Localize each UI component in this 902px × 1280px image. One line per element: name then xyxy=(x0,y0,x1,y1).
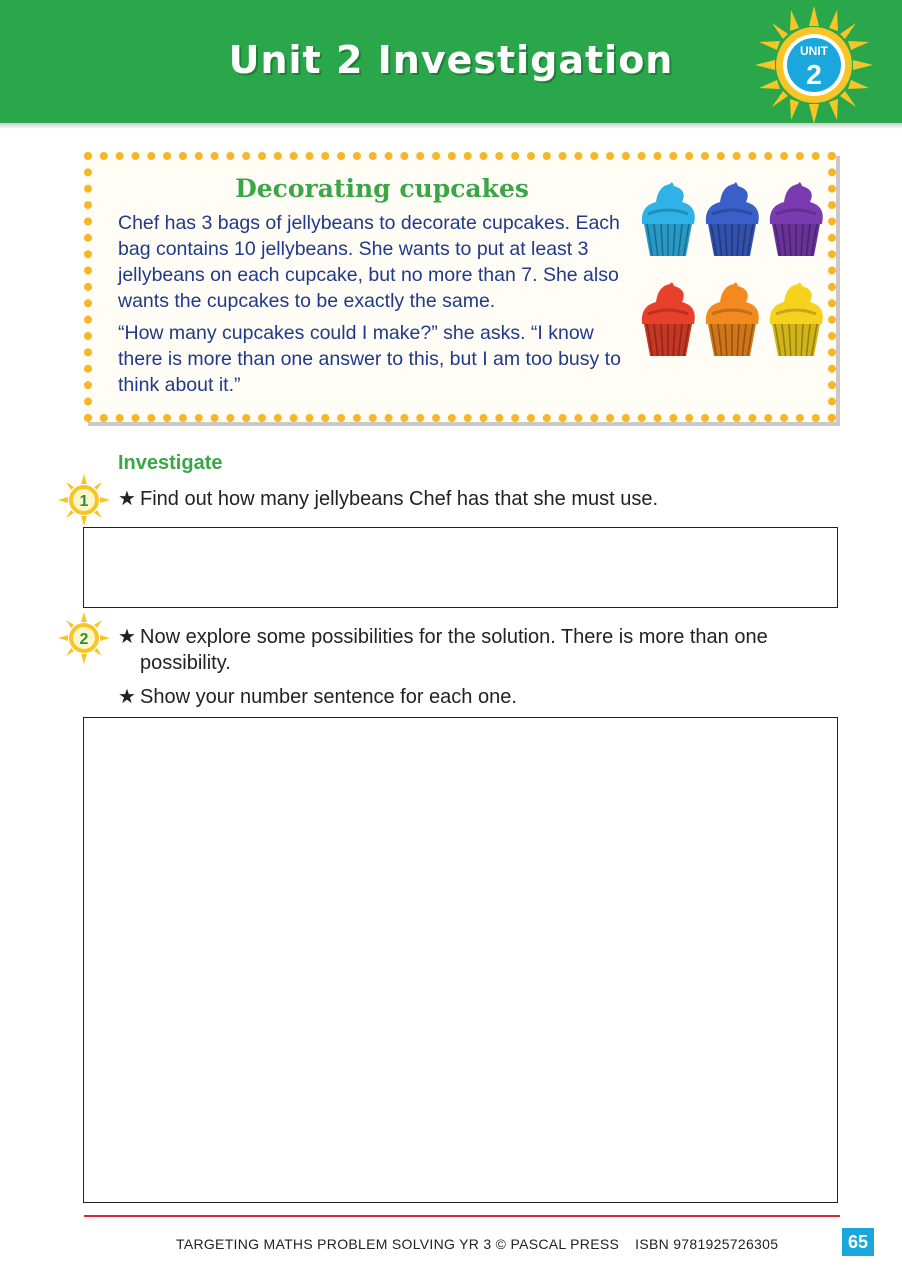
answer-box-2[interactable] xyxy=(83,717,838,1203)
task-2a xyxy=(118,624,838,676)
page-number: 65 xyxy=(842,1228,874,1256)
step-2-number: 2 xyxy=(79,631,89,648)
badge-label: UNIT xyxy=(800,44,828,58)
cupcake-icon xyxy=(642,182,695,256)
cupcakes-illustration xyxy=(636,174,836,364)
star-bullet-icon: ★ xyxy=(118,488,136,510)
cupcake-icon xyxy=(770,282,823,356)
badge-number: 2 xyxy=(806,59,822,90)
cupcake-icon xyxy=(706,182,759,256)
story-paragraph-2: “How many cupcakes could I make?” she asks. “I know there is more than one answer to this, but I am too busy to think about it.” xyxy=(118,322,621,396)
task-1 xyxy=(118,486,658,512)
footer-divider xyxy=(84,1215,840,1217)
task-1-text: Find out how many jellybeans Chef has that she must use. xyxy=(140,488,659,510)
step-1-number: 1 xyxy=(79,493,89,510)
cupcake-icon xyxy=(770,182,823,256)
footer-isbn: ISBN 9781925726305 xyxy=(635,1236,779,1252)
task-2b xyxy=(118,684,517,710)
task-2a-text: Now explore some possibilities for the solution. There is more than one xyxy=(140,626,768,648)
cupcake-icon xyxy=(642,282,695,356)
step-1-sun-icon xyxy=(58,474,110,526)
unit-sun-badge xyxy=(755,6,873,124)
story-card xyxy=(84,152,836,422)
task-2b-text: Show your number sentence for each one. xyxy=(140,686,517,708)
page-title: Unit 2 Investigation xyxy=(228,38,674,82)
footer-credit xyxy=(176,1236,778,1252)
footer-publisher: TARGETING MATHS PROBLEM SOLVING YR 3 © PASCAL PRESS xyxy=(176,1236,620,1252)
cupcake-icon xyxy=(706,282,759,356)
investigate-heading: Investigate xyxy=(118,452,223,474)
step-2-sun-icon xyxy=(58,612,110,664)
answer-box-1[interactable] xyxy=(83,527,838,608)
task-2a-continuation: possibility. xyxy=(140,652,231,674)
star-bullet-icon: ★ xyxy=(118,686,136,708)
story-text xyxy=(118,210,628,404)
story-paragraph-1: Chef has 3 bags of jellybeans to decorate cupcakes. Each bag contains 10 jellybeans. She wants to put at least 3 jellybeans on each cupcake, but no more than 7. She also wants the cupcakes to be exactly the same. xyxy=(118,212,620,312)
star-bullet-icon: ★ xyxy=(118,626,136,648)
story-title: Decorating cupcakes xyxy=(235,174,529,203)
